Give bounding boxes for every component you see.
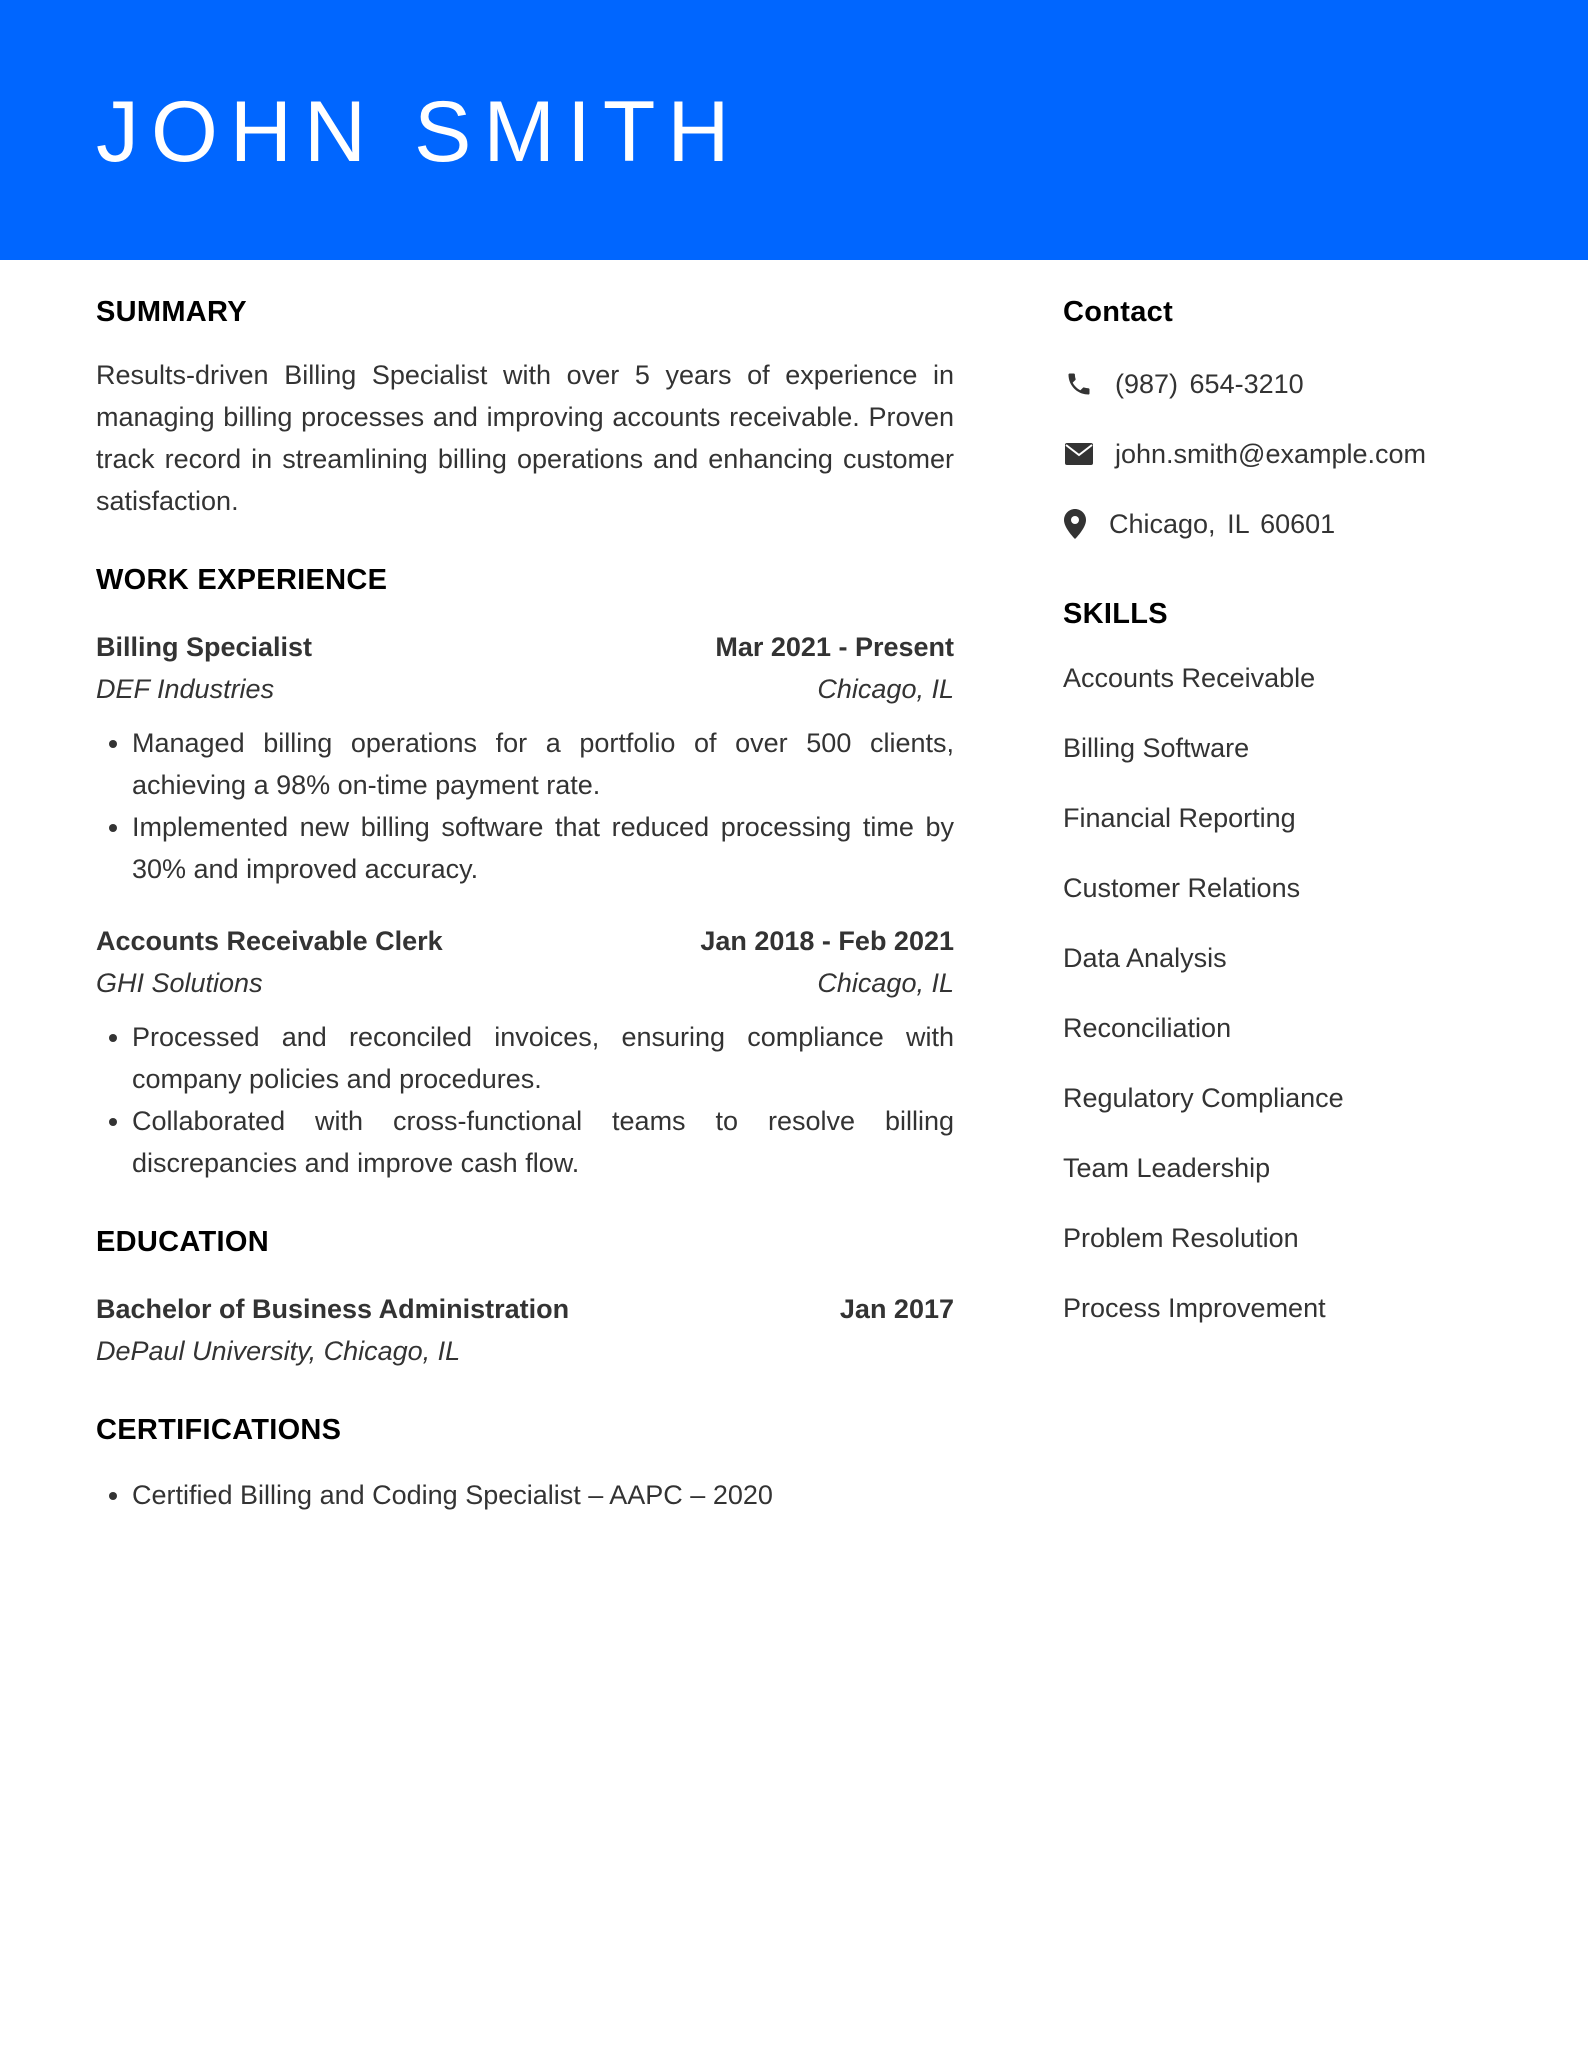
skill-item: Data Analysis [1063, 943, 1227, 973]
location-text: Chicago, IL 60601 [1109, 508, 1336, 539]
education-heading: EDUCATION [96, 1226, 269, 1258]
skill-item: Team Leadership [1063, 1153, 1271, 1183]
skill-item: Process Improvement [1063, 1293, 1326, 1323]
summary-heading: SUMMARY [96, 296, 247, 328]
job-bullet: • Managed billing operations for a portfolio of over 500 clients, achieving a 98% on-time payment rate. [132, 722, 954, 806]
job-bullets [96, 1016, 954, 1184]
skill-item: Customer Relations [1063, 873, 1301, 903]
education-entry [96, 1288, 954, 1372]
certifications-list [96, 1474, 954, 1516]
candidate-name: JOHN SMITH [96, 84, 742, 180]
skill-item: Problem Resolution [1063, 1223, 1299, 1253]
job-location: Chicago, IL [817, 674, 954, 704]
job-bullets [96, 722, 954, 890]
skill-item: Regulatory Compliance [1063, 1083, 1344, 1113]
summary-section [96, 290, 954, 522]
school-name: DePaul University, Chicago, IL [96, 1336, 461, 1366]
degree-title: Bachelor of Business Administration [96, 1294, 570, 1324]
phone-icon [1063, 368, 1095, 400]
contact-heading: Contact [1063, 296, 1174, 328]
skill-item: Billing Software [1063, 733, 1250, 763]
education-date: Jan 2017 [839, 1294, 954, 1324]
work-experience-heading: WORK EXPERIENCE [96, 564, 388, 596]
certifications-heading: CERTIFICATIONS [96, 1414, 342, 1446]
job-company: GHI Solutions [96, 968, 263, 998]
skill-item: Accounts Receivable [1063, 663, 1316, 693]
job-entry [96, 920, 954, 1184]
main-column [96, 290, 954, 1516]
education-section [96, 1220, 954, 1372]
summary-text: Results-driven Billing Specialist with over 5 years of experience in managing billing processes and improving accounts receivable. Proven track record in streamlining billing operations and enhancing customer satisfaction. [96, 360, 954, 516]
work-experience-section [96, 558, 954, 1184]
job-bullet: • Processed and reconciled invoices, ensuring compliance with company policies and procedures. [132, 1016, 954, 1100]
skill-item: Financial Reporting [1063, 803, 1296, 833]
job-dates: Jan 2018 - Feb 2021 [700, 926, 954, 956]
phone-number[interactable]: (987) 654-3210 [1115, 368, 1304, 399]
header-banner [0, 0, 1588, 260]
email-address[interactable]: john.smith@example.com [1115, 438, 1427, 469]
contact-email [1063, 434, 1523, 474]
job-title: Billing Specialist [96, 632, 313, 662]
skills-section [1063, 592, 1523, 1328]
job-location: Chicago, IL [817, 968, 954, 998]
side-column [1063, 290, 1523, 1358]
job-entry [96, 626, 954, 890]
contact-section [1063, 290, 1523, 544]
envelope-icon [1063, 438, 1095, 470]
job-dates: Mar 2021 - Present [715, 632, 954, 662]
job-bullet: • Implemented new billing software that reduced processing time by 30% and improved accuracy. [132, 806, 954, 890]
job-title: Accounts Receivable Clerk [96, 926, 443, 956]
job-bullet: • Collaborated with cross-functional teams to resolve billing discrepancies and improve cash flow. [132, 1100, 954, 1184]
map-pin-icon [1063, 508, 1087, 540]
contact-phone [1063, 364, 1523, 404]
skill-item: Reconciliation [1063, 1013, 1232, 1043]
skills-list [1063, 658, 1523, 1328]
job-company: DEF Industries [96, 674, 275, 704]
certification-item: • Certified Billing and Coding Specialist – AAPC – 2020 [132, 1474, 954, 1516]
certifications-section [96, 1408, 954, 1516]
skills-heading: SKILLS [1063, 598, 1168, 630]
contact-location [1063, 504, 1523, 544]
